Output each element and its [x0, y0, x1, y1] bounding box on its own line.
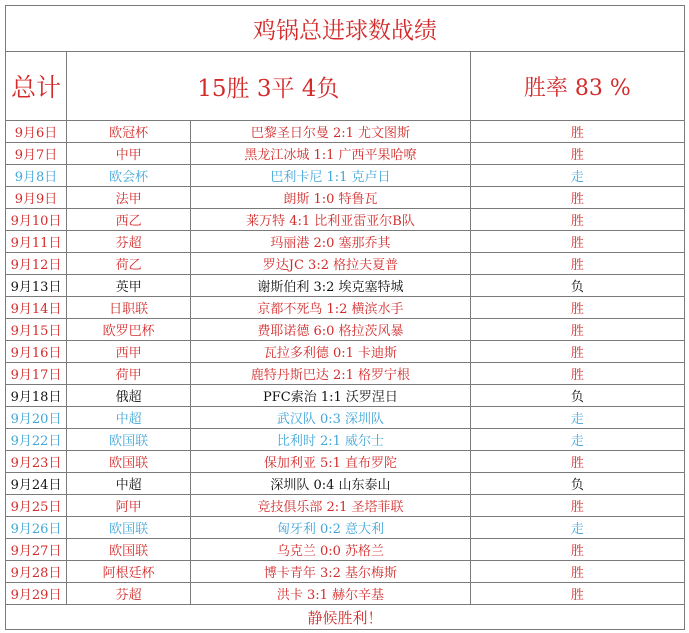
- match-date: 9月8日: [6, 165, 67, 187]
- match-date: 9月7日: [6, 143, 67, 165]
- match-score: 博卡青年 3:2 基尔梅斯: [191, 561, 470, 583]
- match-result: 负: [470, 385, 684, 407]
- table-row: [6, 187, 685, 209]
- table-row: [6, 363, 685, 385]
- match-result: 走: [470, 517, 684, 539]
- match-result: 胜: [470, 253, 684, 275]
- match-date: 9月9日: [6, 187, 67, 209]
- match-result: 胜: [470, 451, 684, 473]
- match-date: 9月16日: [6, 341, 67, 363]
- match-league: 俄超: [67, 385, 191, 407]
- match-result: 负: [470, 473, 684, 495]
- match-league: 欧国联: [67, 429, 191, 451]
- table-row: [6, 429, 685, 451]
- match-score: 莱万特 4:1 比利亚雷亚尔B队: [191, 209, 470, 231]
- match-league: 芬超: [67, 231, 191, 253]
- table-row: [6, 143, 685, 165]
- match-result: 胜: [470, 561, 684, 583]
- match-score: 匈牙利 0:2 意大利: [191, 517, 470, 539]
- table-row: [6, 209, 685, 231]
- table-row: [6, 561, 685, 583]
- page-title: 鸡锅总进球数战绩: [6, 6, 685, 52]
- footer-row: [6, 605, 685, 630]
- match-date: 9月18日: [6, 385, 67, 407]
- match-league: 欧国联: [67, 539, 191, 561]
- match-date: 9月28日: [6, 561, 67, 583]
- table-row: [6, 165, 685, 187]
- match-date: 9月10日: [6, 209, 67, 231]
- table-row: [6, 341, 685, 363]
- match-score: PFC索治 1:1 沃罗涅日: [191, 385, 470, 407]
- table-row: [6, 473, 685, 495]
- summary-record: 15胜 3平 4负: [67, 52, 471, 121]
- match-date: 9月14日: [6, 297, 67, 319]
- match-date: 9月15日: [6, 319, 67, 341]
- match-date: 9月13日: [6, 275, 67, 297]
- match-league: 法甲: [67, 187, 191, 209]
- match-date: 9月25日: [6, 495, 67, 517]
- match-league: 欧国联: [67, 517, 191, 539]
- match-score: 费耶诺德 6:0 格拉茨风暴: [191, 319, 470, 341]
- match-score: 瓦拉多利德 0:1 卡迪斯: [191, 341, 470, 363]
- match-league: 中超: [67, 407, 191, 429]
- match-date: 9月20日: [6, 407, 67, 429]
- match-score: 巴利卡尼 1:1 克卢日: [191, 165, 470, 187]
- match-score: 深圳队 0:4 山东泰山: [191, 473, 470, 495]
- table-row: [6, 583, 685, 605]
- match-result: 胜: [470, 319, 684, 341]
- match-date: 9月27日: [6, 539, 67, 561]
- match-score: 比利时 2:1 威尔士: [191, 429, 470, 451]
- table-row: [6, 517, 685, 539]
- match-score: 罗达JC 3:2 格拉夫夏普: [191, 253, 470, 275]
- match-score: 京都不死鸟 1:2 横滨水手: [191, 297, 470, 319]
- match-result: 胜: [470, 297, 684, 319]
- match-result: 胜: [470, 187, 684, 209]
- match-result: 负: [470, 275, 684, 297]
- match-result: 胜: [470, 121, 684, 143]
- match-league: 荷甲: [67, 363, 191, 385]
- match-league: 中甲: [67, 143, 191, 165]
- table-row: [6, 451, 685, 473]
- match-league: 西乙: [67, 209, 191, 231]
- match-date: 9月12日: [6, 253, 67, 275]
- table-row: [6, 275, 685, 297]
- match-league: 欧国联: [67, 451, 191, 473]
- match-score: 竞技俱乐部 2:1 圣塔菲联: [191, 495, 470, 517]
- match-league: 日职联: [67, 297, 191, 319]
- match-league: 英甲: [67, 275, 191, 297]
- match-date: 9月6日: [6, 121, 67, 143]
- table-row: [6, 495, 685, 517]
- match-date: 9月23日: [6, 451, 67, 473]
- match-league: 阿根廷杯: [67, 561, 191, 583]
- summary-row: [6, 52, 685, 121]
- match-result: 胜: [470, 363, 684, 385]
- match-score: 谢斯伯利 3:2 埃克塞特城: [191, 275, 470, 297]
- match-date: 9月11日: [6, 231, 67, 253]
- table-row: [6, 407, 685, 429]
- footer-message: 静候胜利！: [6, 605, 685, 630]
- match-score: 乌克兰 0:0 苏格兰: [191, 539, 470, 561]
- match-score: 朗斯 1:0 特鲁瓦: [191, 187, 470, 209]
- title-row: [6, 6, 685, 52]
- match-league: 芬超: [67, 583, 191, 605]
- match-date: 9月29日: [6, 583, 67, 605]
- match-result: 胜: [470, 583, 684, 605]
- match-score: 黑龙江冰城 1:1 广西平果哈嘹: [191, 143, 470, 165]
- match-result: 走: [470, 429, 684, 451]
- summary-win-rate: 胜率 83 %: [470, 52, 684, 121]
- results-table: [5, 5, 685, 630]
- match-result: 胜: [470, 539, 684, 561]
- match-score: 武汉队 0:3 深圳队: [191, 407, 470, 429]
- match-result: 走: [470, 165, 684, 187]
- table-row: [6, 385, 685, 407]
- summary-label: 总计: [6, 52, 67, 121]
- match-result: 胜: [470, 209, 684, 231]
- table-row: [6, 231, 685, 253]
- match-league: 欧罗巴杯: [67, 319, 191, 341]
- match-league: 中超: [67, 473, 191, 495]
- match-league: 阿甲: [67, 495, 191, 517]
- match-league: 欧冠杯: [67, 121, 191, 143]
- match-result: 走: [470, 407, 684, 429]
- match-score: 玛丽港 2:0 塞那乔其: [191, 231, 470, 253]
- match-score: 鹿特丹斯巴达 2:1 格罗宁根: [191, 363, 470, 385]
- match-date: 9月22日: [6, 429, 67, 451]
- match-league: 欧会杯: [67, 165, 191, 187]
- match-result: 胜: [470, 231, 684, 253]
- match-league: 荷乙: [67, 253, 191, 275]
- table-row: [6, 319, 685, 341]
- match-score: 巴黎圣日尔曼 2:1 尤文图斯: [191, 121, 470, 143]
- match-date: 9月26日: [6, 517, 67, 539]
- table-row: [6, 297, 685, 319]
- table-row: [6, 253, 685, 275]
- match-date: 9月24日: [6, 473, 67, 495]
- table-row: [6, 121, 685, 143]
- match-result: 胜: [470, 495, 684, 517]
- match-result: 胜: [470, 341, 684, 363]
- match-league: 西甲: [67, 341, 191, 363]
- match-date: 9月17日: [6, 363, 67, 385]
- table-row: [6, 539, 685, 561]
- match-result: 胜: [470, 143, 684, 165]
- match-score: 洪卡 3:1 赫尔辛基: [191, 583, 470, 605]
- match-score: 保加利亚 5:1 直布罗陀: [191, 451, 470, 473]
